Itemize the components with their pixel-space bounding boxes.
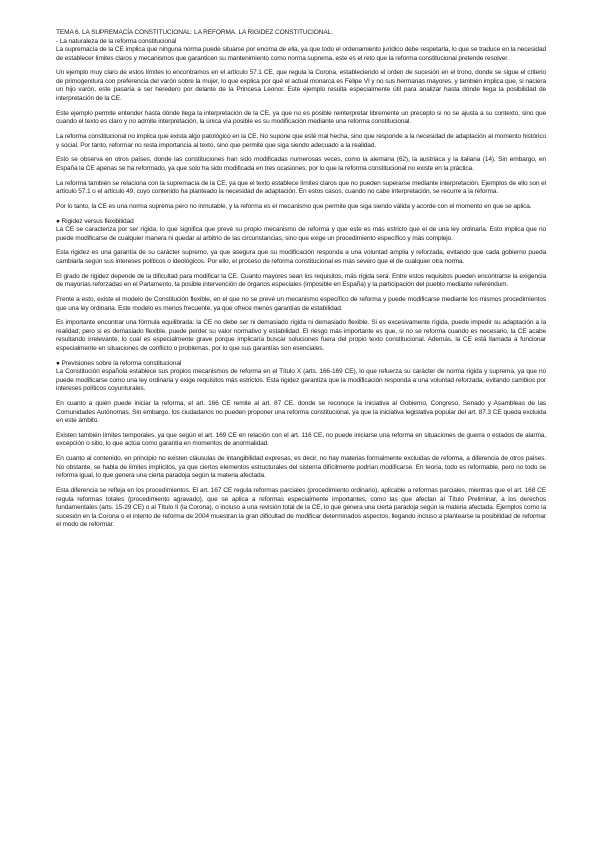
paragraph: La supremacía de la CE implica que ninguna norma puede situarse por encima de ella, ya que todo el ordenamiento jurídico debe respetarla, lo que se traduce en la necesidad de establecer límites claros y mecanismos que garanticen su mantenimiento como norma suprema, este es el reto que la reforma constitucional pretende resolver. (56, 46, 546, 62)
section-3-body (56, 368, 546, 530)
paragraph: Este ejemplo permite entender hasta dónde llega la interpretación de la CE, ya que no es posible reinterpretar libremente un precepto si no se ajusta a su contexto, sino que cuando el texto es claro y no admite interpretación, la única vía posible es su modificación mediante una reforma constitucional. (56, 109, 546, 126)
document-title: TEMA 6. LA SUPREMACÍA CONSTITUCIONAL: LA REFORMA. LA RIGIDEZ CONSTITUCIONAL. (56, 29, 333, 36)
paragraph: Un ejemplo muy claro de estos límites lo encontramos en el artículo 57.1 CE, que regula la Corona, estableciendo el orden de sucesión en el trono, donde se sigue el criterio de primogenitura con preferencia del varón sobre la mujer, lo que explica por qué el actual monarca es Felipe VI y no sus hermanas mayores, y también implica que, si naciera un hijo varón, este pasaría a ser heredero por delante de la Princesa Leonor. Este ejemplo resulta especialmente útil para analizar hasta dónde llega la posibilidad de interpretación de la CE. (56, 69, 546, 103)
paragraph: Esta diferencia se refleja en los procedimientos. El art. 167 CE regula reformas parciales (procedimiento ordinario), aplicable a reformas parciales, mientras que el art. 168 CE regula reformas totales (procedimiento agravado), que se aplica a reformas especialmente importantes, como las que afectan al Título Preliminar, a los derechos fundamentales (arts. 15-29 CE) o al Título II (la Corona), o incluso a una revisión total de la CE, lo que genera una cierta paradoja según la materia afectada. Ejemplos como la sucesión en la Corona o el intento de reforma de 2004 muestran la gran dificultad de modificar determinados aspectos, llegando incluso a plantearse la posibilidad de reformar el modo de reformar. (56, 486, 546, 529)
document-page (56, 29, 546, 536)
section-1-heading: - La naturaleza de la reforma constitucional (56, 37, 177, 45)
paragraph: La reforma también se relaciona con la supremacía de la CE, ya que el texto establece límites claros que no pueden superarse mediante interpretación. Ejemplos de ello son el artículo 57.1 o el artículo 49, cuyo contenido ha planteado la necesidad de adaptación. En estos casos, cuando no cabe interpretación, se recurre a la reforma. (56, 179, 546, 196)
paragraph: Es importante encontrar una fórmula equilibrada: la CE no debe ser ni demasiado rígida ni demasiado flexible. Si es excesivamente rígida, puede impedir su adaptación a la realidad; pero si es demasiado flexible, puede perder su valor normativo y estabilidad. El riesgo más importante es que, si no se reforma cuando es necesario, la CE acabe resultando irrelevante, lo cual es especialmente grave porque implicaría buscar soluciones fuera del propio texto constitucional. Además, la CE está llamada a funcionar especialmente en situaciones de conflicto o problemas, por lo que sus garantías son esenciales. (56, 319, 546, 352)
paragraph: La Constitución española establece sus propios mecanismos de reforma en el Título X (arts. 166-169 CE), lo que refuerza su carácter de norma rígida y suprema, ya que no puede modificarse como una ley ordinaria y exige requisitos más estrictos. Esta rigidez garantiza que la modificación responda a una voluntad reforzada, evitando cambios por intereses políticos coyunturales. (56, 368, 546, 393)
paragraph: Existen también límites temporales, ya que según el art. 169 CE en relación con el art. 116 CE, no puede iniciarse una reforma en situaciones de guerra o estados de alarma, excepción o sitio, lo que actúa como garantía en momentos de anormalidad. (56, 431, 546, 448)
section-1-body (56, 46, 546, 211)
paragraph: Esta rigidez es una garantía de su carácter supremo, ya que asegura que su modificación responda a una voluntad amplia y reforzada, evitando que cada gobierno pueda cambiarla según sus intereses políticos o ideológicos. Por ello, el proceso de reforma constitucional es más severo que el de cualquier otra norma. (56, 249, 546, 265)
paragraph: Esto se observa en otros países, donde las constituciones han sido modificadas numerosas veces, como la alemana (62), la austriaca y la italiana (14). Sin embargo, en España la CE apenas se ha reformado, ya que solo ha sido modificada en tres ocasiones, por lo que la reforma constitucional no existe en la práctica. (56, 156, 546, 172)
paragraph: En cuanto a quién puede iniciar la reforma, el art. 166 CE remite al art. 87 CE, donde se reconoce la iniciativa al Gobierno, Congreso, Senado y Asambleas de las Comunidades Autónomas. Sin embargo, los ciudadanos no pueden proponer una reforma constitucional, ya que la iniciativa legislativa popular del art. 87.3 CE queda excluida en este ámbito. (56, 400, 546, 425)
section-2-body (56, 226, 546, 353)
paragraph: La reforma constitucional no implica que exista algo patológico en la CE. No supone que esté mal hecha, sino que responde a la necesidad de adaptación al momento histórico y social. Por tanto, reformar no resta importancia al texto, sino que permite que siga siendo adecuado a la realidad. (56, 133, 546, 149)
paragraph: En cuanto al contenido, en principio no existen cláusulas de intangibilidad expresas, es decir, no hay materias formalmente excluidas de reforma, a diferencia de otros países. No obstante, se habla de límites implícitos, ya que ciertos elementos estructurales del sistema difícilmente podrían modificarse. En teoría, todo es reformable, pero no todo se reforma igual, lo que genera una cierta paradoja según la materia afectada. (56, 455, 546, 480)
paragraph: Frente a esto, existe el modelo de Constitución flexible, en el que no se prevé un mecanismo específico de reforma y puede modificarse mediante los mismos procedimientos que una ley ordinaria. Este modelo es menos frecuente, ya que ofrece menos garantías de estabilidad. (56, 296, 546, 312)
paragraph: La CE se caracteriza por ser rígida, lo que significa que prevé su propio mecanismo de reforma y que este es más estricto que el de una ley ordinaria. Esto implica que no puede modificarse de cualquier manera ni quedar al arbitrio de las circunstancias, sino que exige un procedimiento específico y más complejo. (56, 226, 546, 242)
section-2-heading: ● Rigidez versus flexibilidad (56, 217, 134, 225)
paragraph: Por lo tanto, la CE es una norma suprema pero no inmutable, y la reforma es el mecanismo que permite que siga siendo válida y acorde con el momento en que se aplica. (56, 202, 532, 210)
paragraph: El grado de rigidez depende de la dificultad para modificar la CE. Cuanto mayores sean los requisitos, más rígida será. Entre estos requisitos pueden encontrarse la exigencia de mayorías reforzadas en el Parlamento, la posible intervención de órganos especiales (imposible en España) y la participación del pueblo mediante referéndum. (56, 272, 546, 289)
section-3-heading: ● Previsiones sobre la reforma constitucional (56, 359, 182, 367)
